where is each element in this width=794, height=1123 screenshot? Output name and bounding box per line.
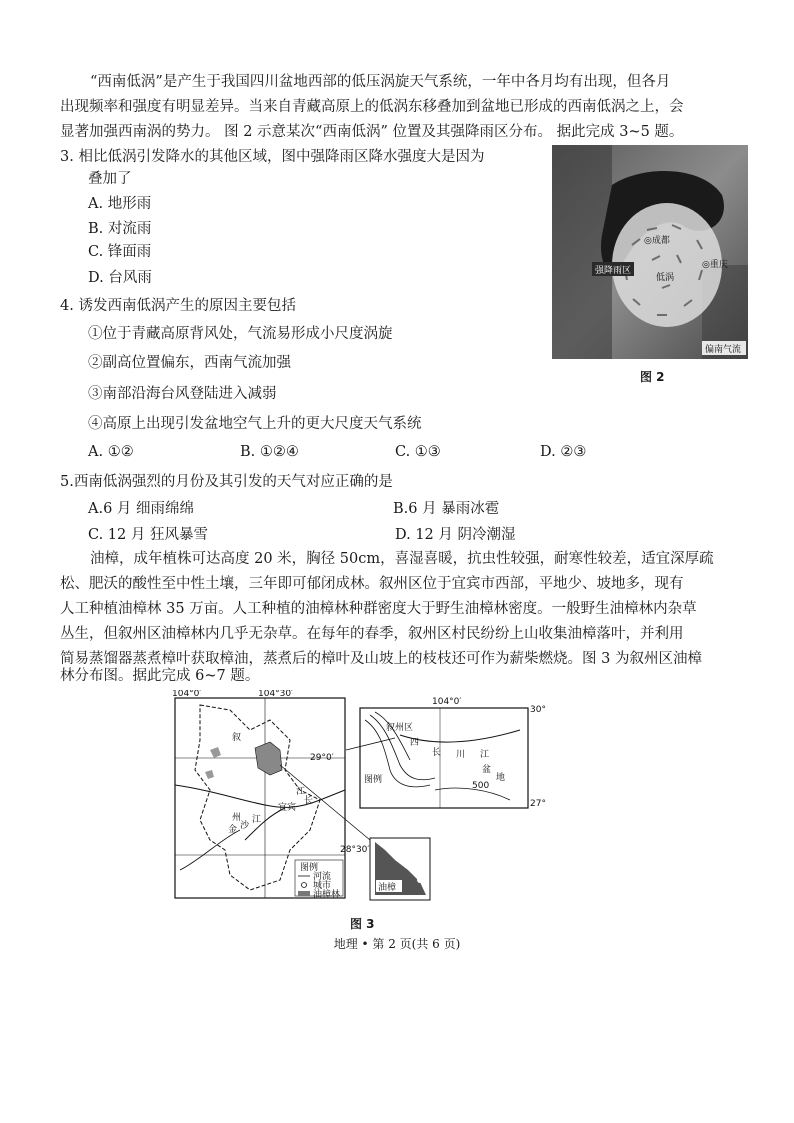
q4-stem: 4. 诱发西南低涡产生的原因主要包括 xyxy=(60,298,296,314)
passage2-line-6: 林分布图。据此完成 6~7 题。 xyxy=(60,668,260,684)
q4-item-2: ②副高位置偏东，西南气流加强 xyxy=(88,355,291,371)
q5-option-a: A.6 月 细雨绵绵 xyxy=(88,501,195,517)
fig3-legend-city: 城市 xyxy=(313,881,332,891)
fig3-label-jin: 金 xyxy=(228,825,238,835)
figure-3-caption: 图 3 xyxy=(350,917,375,931)
fig3-label-chang2: 长 xyxy=(304,796,314,806)
page-footer: 地理 • 第 2 页(共 6 页) xyxy=(333,937,461,951)
passage2-line-1: 油樟，成年植株可达高度 20 米，胸径 50cm，喜湿喜暖，抗虫性较强，耐寒性较差，适宜深厚疏 xyxy=(90,551,714,567)
intro-line-1: “西南低涡”是产生于我国四川盆地西部的低压涡旋天气系统，一年中各月均有出现，但各月 xyxy=(90,74,671,90)
fig3-lat-1: 29°0′ xyxy=(310,753,334,763)
fig3-legend-river: 河流 xyxy=(313,872,332,882)
figure-2-image xyxy=(552,145,748,359)
q4-option-a: A. ①② xyxy=(88,444,134,460)
fig2-label-chongqing: ◎重庆 xyxy=(702,260,728,270)
q4-item-3: ③南部沿海台风登陆进入减弱 xyxy=(88,386,277,402)
fig3-legend-forest: 油樟林 xyxy=(313,890,341,900)
fig3-label-sha: 沙 xyxy=(240,821,250,831)
fig3-inset-label-di: 地 xyxy=(496,773,506,783)
q5-option-c: C. 12 月 狂风暴雪 xyxy=(88,527,208,543)
fig2-label-rain: 强降雨区 xyxy=(595,266,632,276)
figure-3-map xyxy=(170,690,560,910)
fig3-lon-2: 104°30′ xyxy=(258,690,294,699)
fig3-inset-label-pen: 盆 xyxy=(482,765,492,775)
fig3-label-jiang2: 江 xyxy=(252,815,262,825)
q5-stem: 5.西南低涡强烈的月份及其引发的天气对应正确的是 xyxy=(60,474,393,490)
q4-option-b: B. ①②④ xyxy=(240,444,299,460)
passage2-line-2: 松、肥沃的酸性至中性土壤，三年即可郁闭成林。叙州区位于宜宾市西部，平地少、坡地多，现有 xyxy=(60,576,684,592)
q3-option-c: C. 锋面雨 xyxy=(88,244,152,260)
fig3-zoom-label: 油樟 xyxy=(378,883,397,893)
figure-2-caption: 图 2 xyxy=(640,370,665,384)
intro-line-3: 显著加强西南涡的势力。 图 2 示意某次“西南低涡” 位置及其强降雨区分布。 据此完成 3~5 题。 xyxy=(60,124,684,140)
fig3-lat-2: 28°30′ xyxy=(340,845,370,855)
q4-option-d: D. ②③ xyxy=(540,444,587,460)
figure-3 xyxy=(170,690,560,910)
q3-option-b: B. 对流雨 xyxy=(88,221,152,237)
fig3-label-jiang3: 江 xyxy=(296,787,306,797)
q3-stem: 3. 相比低涡引发降水的其他区域，图中强降雨区降水强度大是因为 xyxy=(60,149,485,165)
q5-option-d: D. 12 月 阴冷潮湿 xyxy=(395,527,516,543)
fig3-label-yibin: 宜宾 xyxy=(278,803,297,813)
passage2-line-5: 简易蒸馏器蒸煮樟叶获取樟油，蒸煮后的樟叶及山坡上的枝枝还可作为薪柴燃烧。图 3 为叙州区油樟 xyxy=(60,651,702,667)
fig3-inset-lon: 104°0′ xyxy=(432,697,462,707)
fig2-label-flow: 偏南气流 xyxy=(705,345,742,355)
intro-line-2: 出现频率和强度有明显差异。当来自青藏高原上的低涡东移叠加到盆地已形成的西南低涡之上，会 xyxy=(60,99,684,115)
fig2-label-low: 低涡 xyxy=(656,273,675,283)
fig3-label-zhou: 州 xyxy=(232,813,242,823)
fig3-inset-label-jiang: 江 xyxy=(480,750,490,760)
passage2-line-3: 人工种植油樟林 35 万亩。人工种植的油樟林种群密度大于野生油樟林密度。一般野生油樟林内杂草 xyxy=(60,601,697,617)
fig2-label-chengdu: ◎成都 xyxy=(644,236,670,246)
fig3-inset-legend: 图例 xyxy=(364,775,383,785)
passage2-line-4: 丛生，但叙州区油樟林内几乎无杂草。在每年的春季，叙州区村民纷纷上山收集油樟落叶，并利用 xyxy=(60,626,684,642)
fig3-legend-title: 图例 xyxy=(300,863,319,873)
fig3-inset-label-si: 四 xyxy=(410,738,420,748)
fig3-inset-lat-2: 27° xyxy=(530,799,546,809)
fig3-inset-label-chang: 长 xyxy=(432,748,442,758)
fig3-label-xu: 叙 xyxy=(232,733,242,743)
fig3-inset-lat-1: 30° xyxy=(530,705,546,715)
q3-option-d: D. 台风雨 xyxy=(88,270,152,286)
q4-option-c: C. ①③ xyxy=(395,444,441,460)
q3-stem-cont: 叠加了 xyxy=(88,171,132,187)
fig3-lon-1: 104°0′ xyxy=(172,690,202,699)
q3-option-a: A. 地形雨 xyxy=(88,196,152,212)
q4-item-1: ①位于青藏高原背风处，气流易形成小尺度涡旋 xyxy=(88,326,393,342)
figure-2-map xyxy=(552,145,748,359)
fig3-inset-label-xuzhou: 叙州区 xyxy=(386,723,414,733)
fig3-inset-label-500: 500 xyxy=(472,781,490,791)
fig3-inset-label-chuan: 川 xyxy=(456,750,466,760)
q5-option-b: B.6 月 暴雨冰雹 xyxy=(393,501,500,517)
q4-item-4: ④高原上出现引发盆地空气上升的更大尺度天气系统 xyxy=(88,416,422,432)
